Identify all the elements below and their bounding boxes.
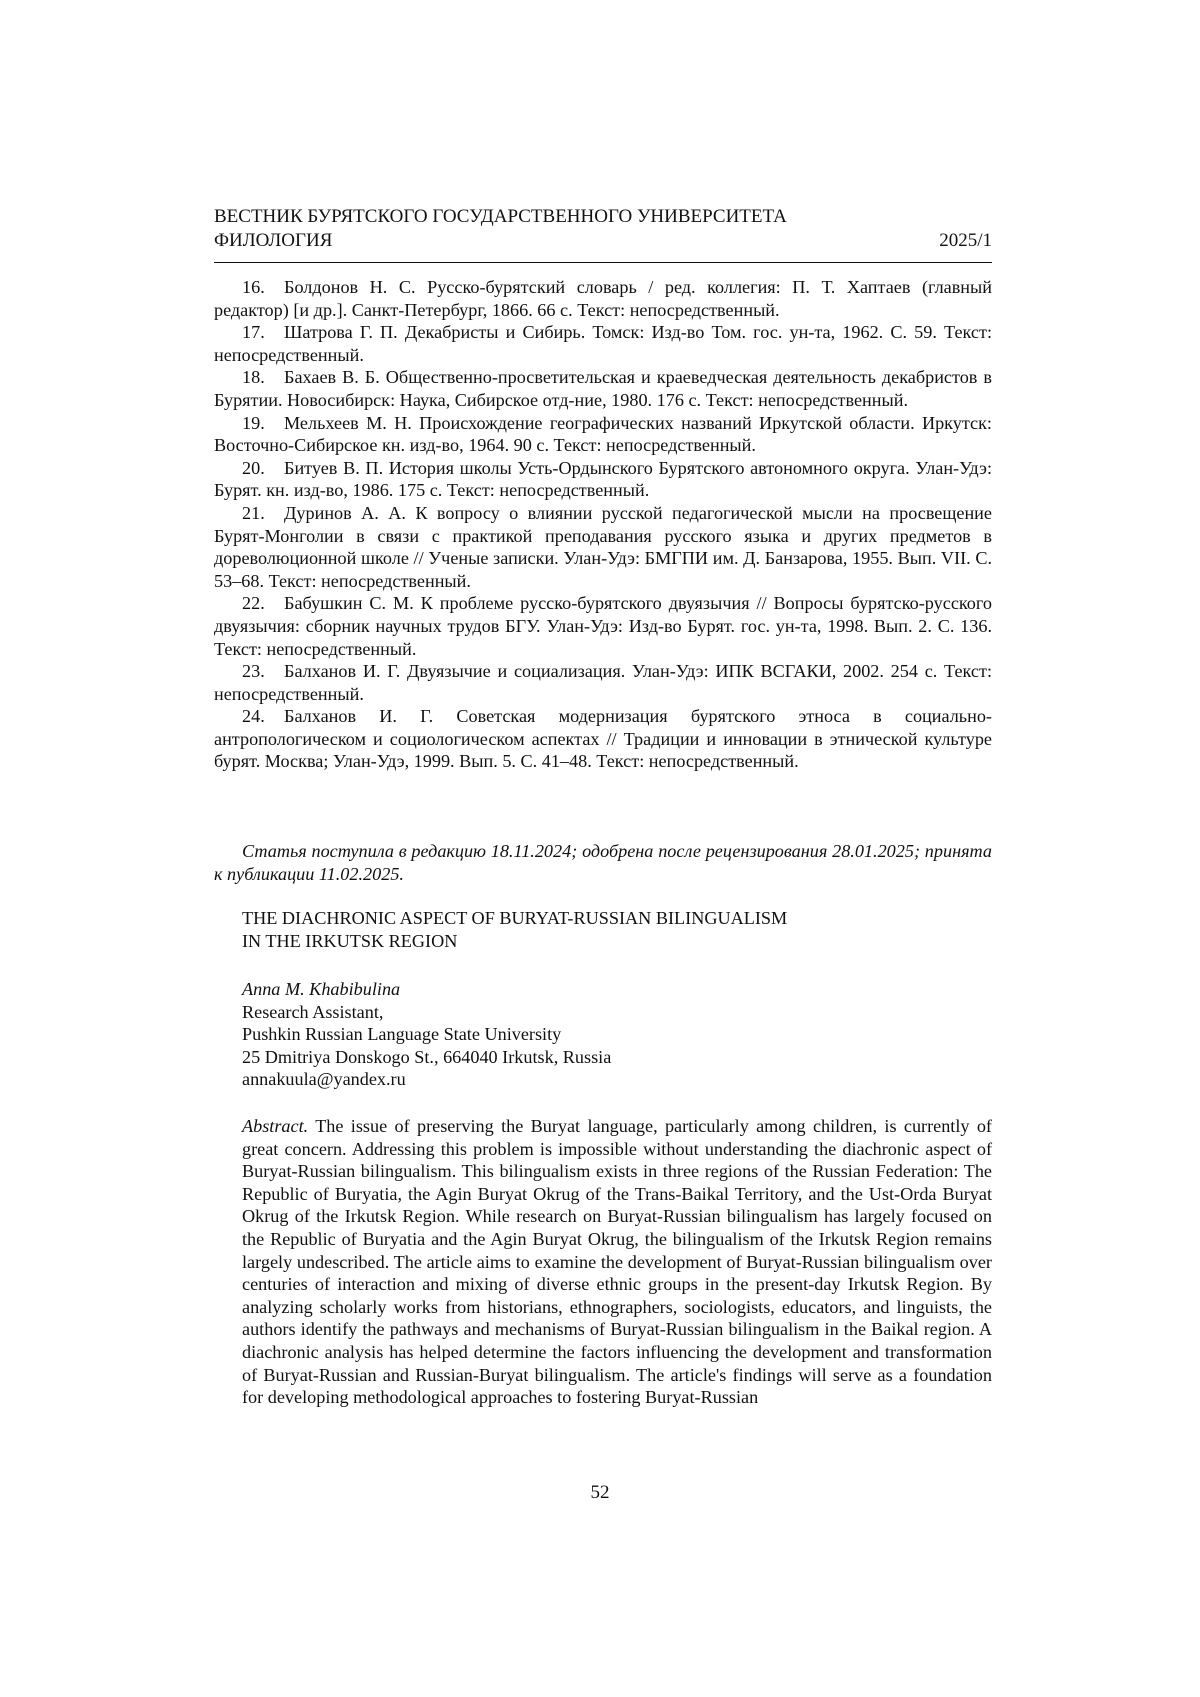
abstract-text: The issue of preserving the Buryat language, particularly among children, is currently of great concern. Addressing this problem is impossible without understanding the diachronic aspect of Buryat-Russian bilingualism. This bilingualism exists in three regions of the Russian Federation: The Republic of Buryatia, the Agin Buryat Okrug of the Trans-Baikal Territory, and the Ust-Orda Buryat Okrug of the Irkutsk Region. While research on Buryat-Russian bilingualism has largely focused on the Republic of Buryatia and the Agin Buryat Okrug, the bilingualism of the Irkutsk Region remains largely undescribed. The article aims to examine the development of Buryat-Russian bilingualism over centuries of interaction and mixing of diverse ethnic groups in the present-day Irkutsk Region. By analyzing scholarly works from historians, ethnographers, sociologists, educators, and linguists, the authors identify the pathways and mechanisms of Buryat-Russian bilingualism in the Baikal region. A diachronic analysis has helped determine the factors influencing the development and transformation of Buryat-Russian and Russian-Buryat bilingualism. The article's findings will serve as a foundation for developing methodological approaches to fostering Buryat-Russian (242, 1116, 992, 1408)
author-address: 25 Dmitriya Donskogo St., 664040 Irkutsk, Russia (242, 1046, 612, 1067)
reference-item (214, 502, 992, 592)
english-title-line: THE DIACHRONIC ASPECT OF BURYAT-RUSSIAN BILINGUALISM (242, 908, 788, 928)
reference-text: Дуринов А. А. К вопросу о влиянии русской педагогической мысли на просвещение Бурят-Монголии в связи с практикой преподавания русского языка и других предметов в дореволюционной школе // Ученые записки. Улан-Удэ: БМГПИ им. Д. Банзарова, 1955. Вып. VII. С. 53–68. Текст: непосредственный. (214, 502, 992, 591)
reference-text: Шатрова Г. П. Декабристы и Сибирь. Томск: Изд-во Том. гос. ун-та, 1962. С. 59. Текст: непосредственный. (214, 322, 992, 365)
author-name: Anna M. Khabibulina (242, 979, 401, 999)
reference-number: 18. (242, 367, 265, 388)
author-email[interactable]: annakuula@yandex.ru (242, 1069, 406, 1090)
author-block (242, 978, 992, 1091)
reference-number: 21. (242, 502, 265, 523)
issue-number: 2025/1 (939, 230, 992, 251)
reference-number: 23. (242, 661, 265, 682)
english-title-line: IN THE IRKUTSK REGION (242, 930, 458, 951)
header-row (214, 229, 992, 253)
english-title (242, 907, 992, 952)
reference-item (214, 412, 992, 457)
reference-item (214, 457, 992, 502)
reference-number: 17. (242, 322, 265, 343)
reference-text: Бабушкин С. М. К проблеме русско-бурятского двуязычия // Вопросы бурятско-русского двуязычия: сборник научных трудов БГУ. Улан-Удэ: Изд-во Бурят. гос. ун-та, 1998. Вып. 2. С. 136. Текст: непосредственный. (214, 593, 992, 659)
author-position: Research Assistant, (242, 1001, 384, 1022)
header-rule (214, 262, 992, 263)
reference-number: 24. (242, 706, 265, 727)
received-note: Статья поступила в редакцию 18.11.2024; одобрена после рецензирования 28.01.2025; принята к публикации 11.02.2025. (214, 841, 992, 884)
author-affiliation: Pushkin Russian Language State University (242, 1024, 562, 1045)
reference-number: 20. (242, 457, 265, 478)
abstract-label: Abstract. (242, 1116, 309, 1136)
journal-title: ВЕСТНИК БУРЯТСКОГО ГОСУДАРСТВЕННОГО УНИВЕРСИТЕТА (214, 206, 787, 227)
reference-item (214, 321, 992, 366)
reference-number: 19. (242, 412, 265, 433)
reference-text: Битуев В. П. История школы Усть-Ордынского Бурятского автономного округа. Улан-Удэ: Бурят. кн. изд-во, 1986. 175 с. Текст: непосредственный. (214, 457, 992, 501)
reference-number: 22. (242, 593, 265, 614)
reference-text: Балханов И. Г. Советская модернизация бурятского этноса в социально-антропологическом и социологическом аспектах // Традиции и инновации в этнической культуре бурят. Москва; Улан-Удэ, 1999. Вып. 5. С. 41–48. Текст: непосредственный. (214, 706, 992, 772)
reference-text: Болдонов Н. С. Русско-бурятский словарь / ред. коллегия: П. Т. Хаптаев (главный редактор) [и др.]. Санкт-Петербург, 1866. 66 с. Текст: непосредственный. (214, 277, 992, 320)
reference-list (214, 276, 992, 773)
reference-item (214, 276, 992, 321)
reference-text: Балханов И. Г. Двуязычие и социализация. Улан-Удэ: ИПК ВСГАКИ, 2002. 254 с. Текст: непосредственный. (214, 661, 992, 704)
reference-text: Мельхеев М. Н. Происхождение географических названий Иркутской области. Иркутск: Восточно-Сибирское кн. изд-во, 1964. 90 с. Текст: непосредственный. (214, 412, 992, 456)
page-number: 52 (590, 1482, 610, 1503)
reference-text: Бахаев В. Б. Общественно-просветительская и краеведческая деятельность декабристов в Бурятии. Новосибирск: Наука, Сибирское отд-ние, 1980. 176 с. Текст: непосредственный. (214, 367, 992, 410)
section-name: ФИЛОЛОГИЯ (214, 230, 333, 251)
reference-item (214, 592, 992, 660)
running-header (214, 205, 992, 253)
reference-item (214, 366, 992, 411)
reference-item (214, 660, 992, 705)
reference-item (214, 705, 992, 773)
reference-number: 16. (242, 277, 265, 297)
english-abstract (242, 1115, 992, 1409)
